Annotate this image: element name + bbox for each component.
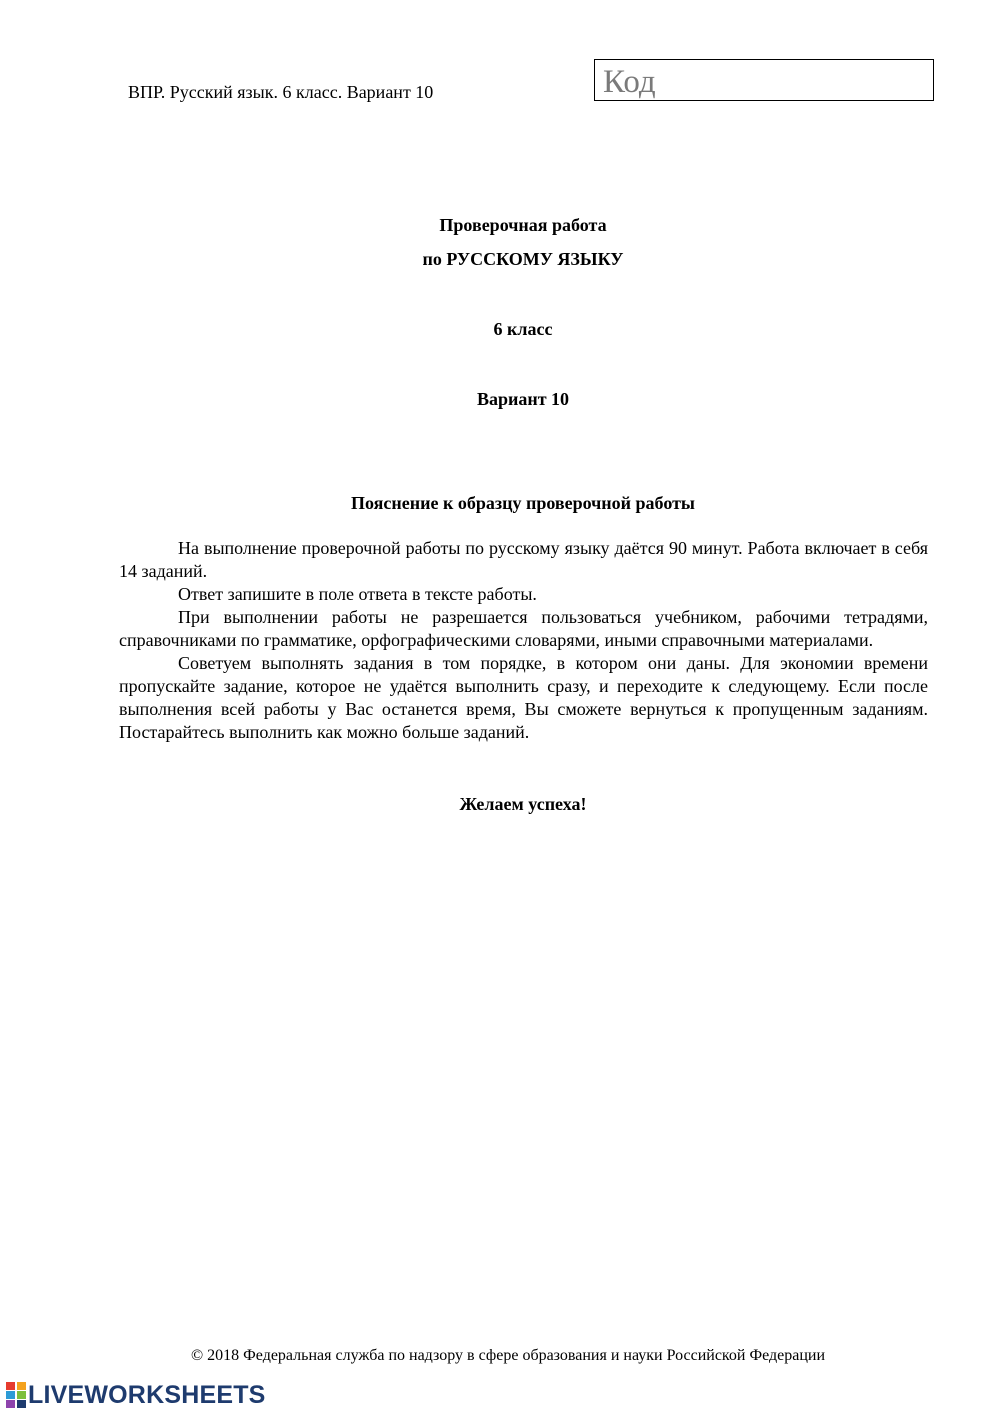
paragraph-answer: Ответ запишите в поле ответа в тексте работы. <box>178 584 537 604</box>
paragraph-advice: Советуем выполнять задания в том порядке, в котором они даны. Для экономии времени пропускайте задание, которое не удаётся выполнить сразу, и переходите к следующему. Если после выполнения всей работы у Вас останется время, Вы сможете вернуться к пропущенным заданиям. Постарайтесь выполнить как можно больше заданий. <box>119 653 928 742</box>
title-line-1: Проверочная работа <box>439 215 607 235</box>
liveworksheets-blocks-icon <box>6 1382 26 1408</box>
title-line-2: по РУССКОМУ ЯЗЫКУ <box>422 249 624 269</box>
explanation-body <box>119 537 928 744</box>
liveworksheets-logo[interactable] <box>6 1382 266 1408</box>
footer-copyright: © 2018 Федеральная служба по надзору в сфере образования и науки Российской Федерации <box>191 1347 825 1364</box>
liveworksheets-brand-text: LIVEWORKSHEETS <box>28 1381 266 1409</box>
closing-wish: Желаем успеха! <box>459 794 587 814</box>
grade-label: 6 класс <box>493 319 553 339</box>
code-input-box[interactable] <box>594 59 934 101</box>
paragraph-rules: При выполнении работы не разрешается пользоваться учебником, рабочими тетрадями, справочниками по грамматике, орфографическими словарями, иными справочными материалами. <box>119 607 928 650</box>
code-label: Код <box>603 64 656 100</box>
header-subject-line: ВПР. Русский язык. 6 класс. Вариант 10 <box>128 82 434 102</box>
explanation-heading: Пояснение к образцу проверочной работы <box>351 493 695 513</box>
paragraph-time: На выполнение проверочной работы по русскому языку даётся 90 минут. Работа включает в себя 14 заданий. <box>119 538 928 581</box>
variant-label: Вариант 10 <box>476 389 570 409</box>
